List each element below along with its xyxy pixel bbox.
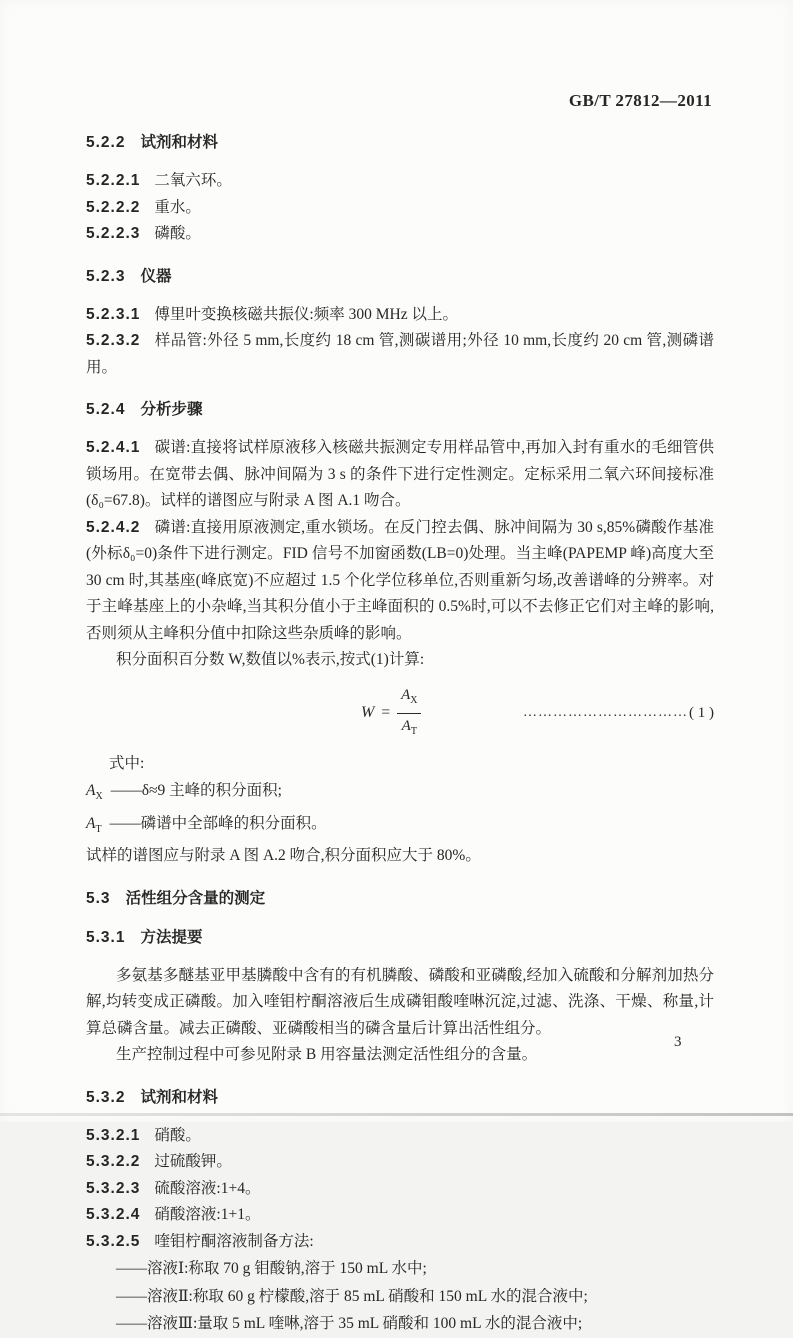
symbol-definition — [86, 777, 714, 810]
definition-symbol — [86, 815, 102, 836]
clause-number: 5.3.2.4 — [86, 1206, 141, 1224]
clause-heading — [86, 928, 714, 948]
numerator-subscript: X — [410, 694, 418, 706]
clause-number: 5.3.2.3 — [86, 1179, 141, 1197]
numerator-symbol: A — [401, 686, 411, 703]
clause-number: 5.3.2 — [86, 1088, 126, 1106]
clause-body-text: 磷酸。 — [154, 225, 201, 242]
clause-number: 5.2.2.3 — [86, 225, 141, 242]
equation-body — [361, 684, 421, 743]
clause-number: 5.3.1 — [86, 928, 126, 946]
dash-list-item: ——溶液Ⅱ:称取 60 g 柠檬酸,溶于 85 mL 硝酸和 150 mL 水的混合液中; — [116, 1287, 588, 1305]
denominator-symbol: A — [401, 717, 411, 734]
clause-item — [86, 168, 714, 195]
equation-1 — [86, 684, 714, 743]
clause-item — [86, 302, 714, 329]
clause-number: 5.3.2.5 — [86, 1232, 141, 1250]
clause-body-text: 硝酸溶液:1+1。 — [154, 1206, 261, 1224]
clause-heading — [86, 1088, 714, 1108]
definition-symbol — [86, 782, 103, 803]
clause-heading — [86, 133, 714, 153]
clause-number: 5.2.4.2 — [86, 518, 141, 536]
paragraph: 多氨基多醚基亚甲基膦酸中含有的有机膦酸、磷酸和亚磷酸,经加入硫酸和分解剂加热分解,均转变成正磷酸。加入喹钼柠酮溶液后生成磷钼酸喹啉沉淀,过滤、洗涤、干燥、称量,计算总磷含量。减去正磷酸、亚磷酸相当的磷含量后计算出活性组分。 — [86, 966, 714, 1037]
clause-body-text: 过硫酸钾。 — [154, 1153, 232, 1171]
clause-number: 5.3.2.1 — [86, 1126, 141, 1144]
equation-number: ( 1 ) — [689, 705, 714, 721]
dash-list-item: ——溶液Ⅲ:量取 5 mL 喹啉,溶于 35 mL 硝酸和 100 mL 水的混合液中; — [116, 1315, 583, 1333]
clause-item — [86, 328, 714, 381]
clause-item — [86, 221, 714, 248]
denominator-subscript: T — [410, 725, 417, 737]
clause-number: 5.2.3.1 — [86, 305, 141, 323]
clause-number: 5.2.2.1 — [86, 172, 141, 189]
clause-number: 5.2.2 — [86, 134, 126, 151]
clause-title: 试剂和材料 — [140, 134, 218, 151]
paragraph: 积分面积百分数 W,数值以%表示,按式(1)计算: — [116, 651, 425, 668]
clause-item — [86, 195, 714, 222]
clause-title: 试剂和材料 — [140, 1088, 218, 1106]
symbol-subscript: T — [95, 824, 102, 836]
symbol-definition — [86, 810, 714, 843]
clause-item — [86, 1149, 714, 1176]
clause-item — [86, 1202, 714, 1229]
fraction-numerator — [397, 684, 421, 714]
clause-title: 活性组分含量的测定 — [125, 889, 266, 907]
symbol-letter: A — [86, 782, 96, 799]
equals-sign: = — [381, 704, 391, 721]
document-content — [86, 133, 714, 1338]
clause-body-text: 喹钼柠酮溶液制备方法: — [154, 1232, 314, 1250]
clause-body-text: 重水。 — [154, 198, 201, 216]
clause-number: 5.2.4 — [86, 401, 126, 418]
clause-title: 分析步骤 — [140, 401, 203, 418]
paragraph: 式中: — [109, 754, 145, 772]
clause-number: 5.2.3.2 — [86, 332, 141, 349]
clause-body-text: 硫酸溶液:1+4。 — [154, 1179, 261, 1197]
clause-body-text: 磷谱:直接用原液测定,重水锁场。在反门控去偶、脉冲间隔为 30 s,85%磷酸作基准(外标δ₀=0)条件下进行测定。FID 信号不加窗函数(LB=0)处理。当主峰(PAPEMP 峰)高度大至 30 cm 时,其基座(峰底宽)不应超过 1.5 个化学位移单位,否则重新匀场,改善谱峰的分辨率。对于主峰基座上的小杂峰,当其积分值小于主峰面积的 0.5%时,可以不去修正它们对主峰的影响,否则须从主峰积分值中扣除这些杂质峰的影响。 — [86, 518, 714, 642]
clause-body-text: 二氧六环。 — [154, 172, 232, 189]
standard-number-header: GB/T 27812—2011 — [568, 91, 712, 110]
clause-body-text: 碳谱:直接将试样原液移入核磁共振测定专用样品管中,再加入封有重水的毛细管供锁场用。在宽带去偶、脉冲间隔为 3 s 的条件下进行定性测定。定标采用二氧六环间接标准(δ₀=67.8)。试样的谱图应与附录 A 图 A.1 吻合。 — [86, 439, 714, 509]
clause-item — [86, 1229, 714, 1256]
clause-number: 5.2.2.2 — [86, 198, 141, 216]
fraction-denominator — [397, 714, 421, 743]
clause-number: 5.3 — [86, 889, 111, 907]
paragraph: 生产控制过程中可参见附录 B 用容量法测定活性组分的含量。 — [116, 1046, 538, 1064]
clause-body-text: 硝酸。 — [154, 1126, 201, 1144]
clause-heading — [86, 400, 714, 420]
equation-leader-dots: …………………………… — [523, 705, 688, 720]
paragraph: 试样的谱图应与附录 A 图 A.2 吻合,积分面积应大于 80%。 — [86, 847, 481, 865]
definition-description: ——磷谱中全部峰的积分面积。 — [109, 815, 327, 833]
clause-item — [86, 1123, 714, 1150]
clause-body-text: 傅里叶变换核磁共振仪:频率 300 MHz 以上。 — [154, 305, 458, 323]
fraction — [397, 684, 421, 743]
clause-body-text: 样品管:外径 5 mm,长度约 18 cm 管,测碳谱用;外径 10 mm,长度约 20 cm 管,测磷谱用。 — [86, 332, 714, 376]
clause-number: 5.2.3 — [86, 267, 126, 285]
symbol-letter: A — [86, 815, 96, 833]
clause-item — [86, 515, 714, 648]
clause-title: 方法提要 — [140, 928, 203, 946]
clause-heading — [86, 267, 714, 287]
clause-number: 5.2.4.1 — [86, 439, 141, 456]
symbol-subscript: X — [95, 791, 103, 803]
scan-edge-shadow — [0, 1113, 793, 1116]
clause-item — [86, 1176, 714, 1203]
page-number: 3 — [674, 1034, 682, 1050]
clause-number: 5.3.2.2 — [86, 1153, 141, 1171]
dash-list-item: ——溶液Ⅰ:称取 70 g 钼酸钠,溶于 150 mL 水中; — [116, 1260, 427, 1278]
definition-description: ——δ≈9 主峰的积分面积; — [110, 782, 282, 799]
equation-lhs: W — [361, 704, 375, 721]
clause-heading — [86, 889, 714, 909]
clause-item — [86, 435, 714, 515]
clause-title: 仪器 — [140, 267, 172, 285]
